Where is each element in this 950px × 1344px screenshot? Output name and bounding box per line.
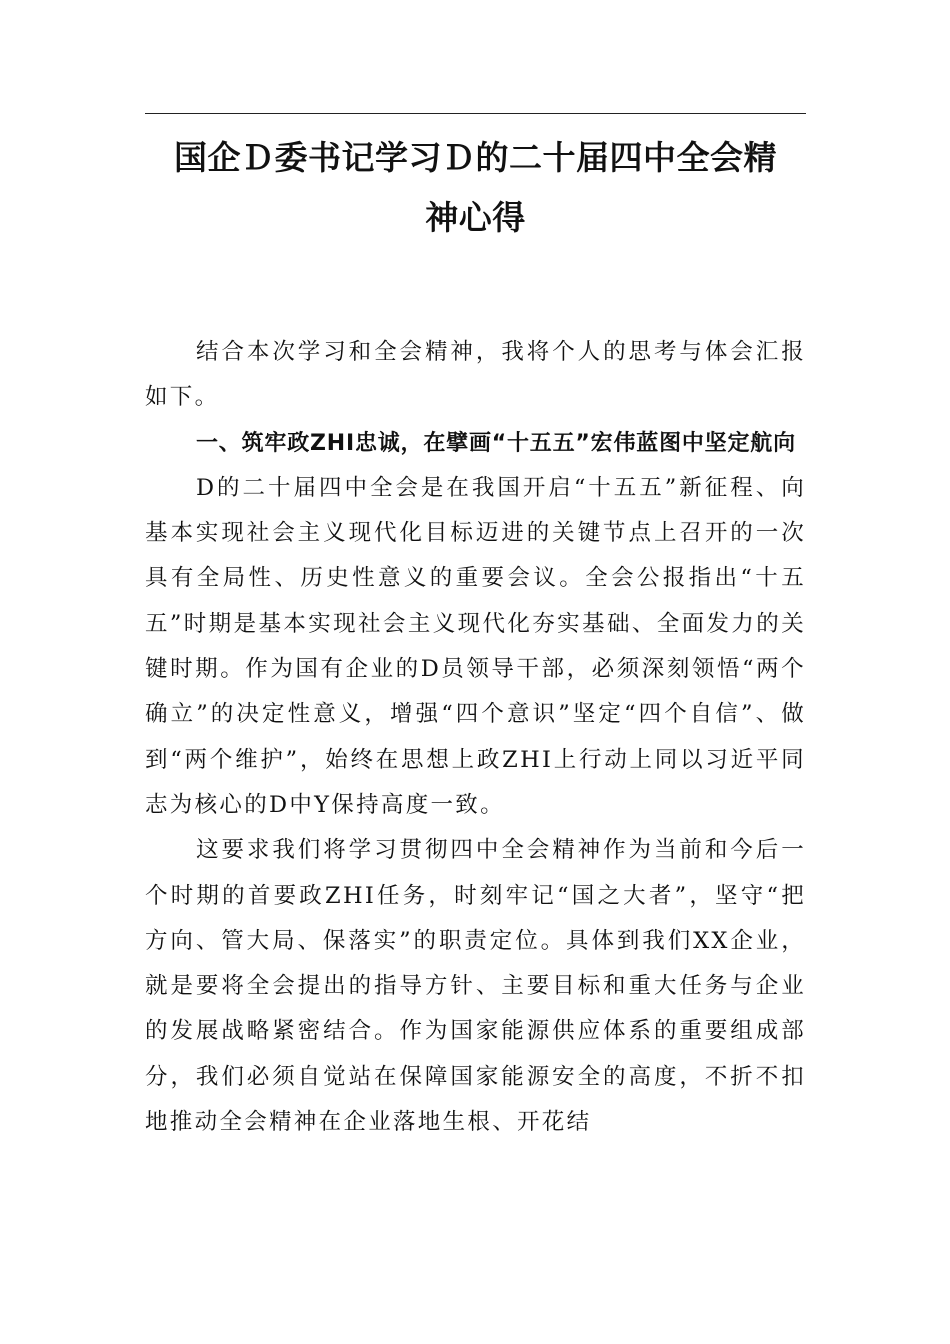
section-1-paragraph-2: 这要求我们将学习贯彻四中全会精神作为当前和今后一个时期的首要政ZHI任务，时刻牢记“国之大者”，坚守“把方向、管大局、保落实”的职责定位。具体到我们XX企业，就是要将全会提出的指导方针、主要目标和重大任务与企业的发展战略紧密结合。作为国家能源供应体系的重要组成部分，我们必须自觉站在保障国家能源安全的高度，不折不扣地推动全会精神在企业落地生根、开花结 <box>145 837 806 1136</box>
section-1-heading: 一、筑牢政ZHI忠诚，在擘画“十五五”宏伟蓝图中坚定航向 <box>196 430 796 456</box>
document-title <box>145 128 806 248</box>
section-1-paragraph-1: D的二十届四中全会是在我国开启“十五五”新征程、向基本实现社会主义现代化目标迈进的关键节点上召开的一次具有全局性、历史性意义的重要会议。全会公报指出“十五五”时期是基本实现社会主义现代化夯实基础、全面发力的关键时期。作为国有企业的D员领导干部，必须深刻领悟“两个确立”的决定性意义，增强“四个意识”坚定“四个自信”、做到“两个维护”，始终在思想上政ZHI上行动上同以习近平同志为核心的D中Y保持高度一致。 <box>145 474 806 818</box>
document-title-line-2: 神心得 <box>425 198 526 237</box>
document-body <box>145 330 806 1145</box>
top-rule-divider <box>145 113 806 114</box>
intro-paragraph: 结合本次学习和全会精神，我将个人的思考与体会汇报如下。 <box>145 339 806 411</box>
document-title-line-1: 国企Ｄ委书记学习Ｄ的二十届四中全会精 <box>174 138 777 177</box>
